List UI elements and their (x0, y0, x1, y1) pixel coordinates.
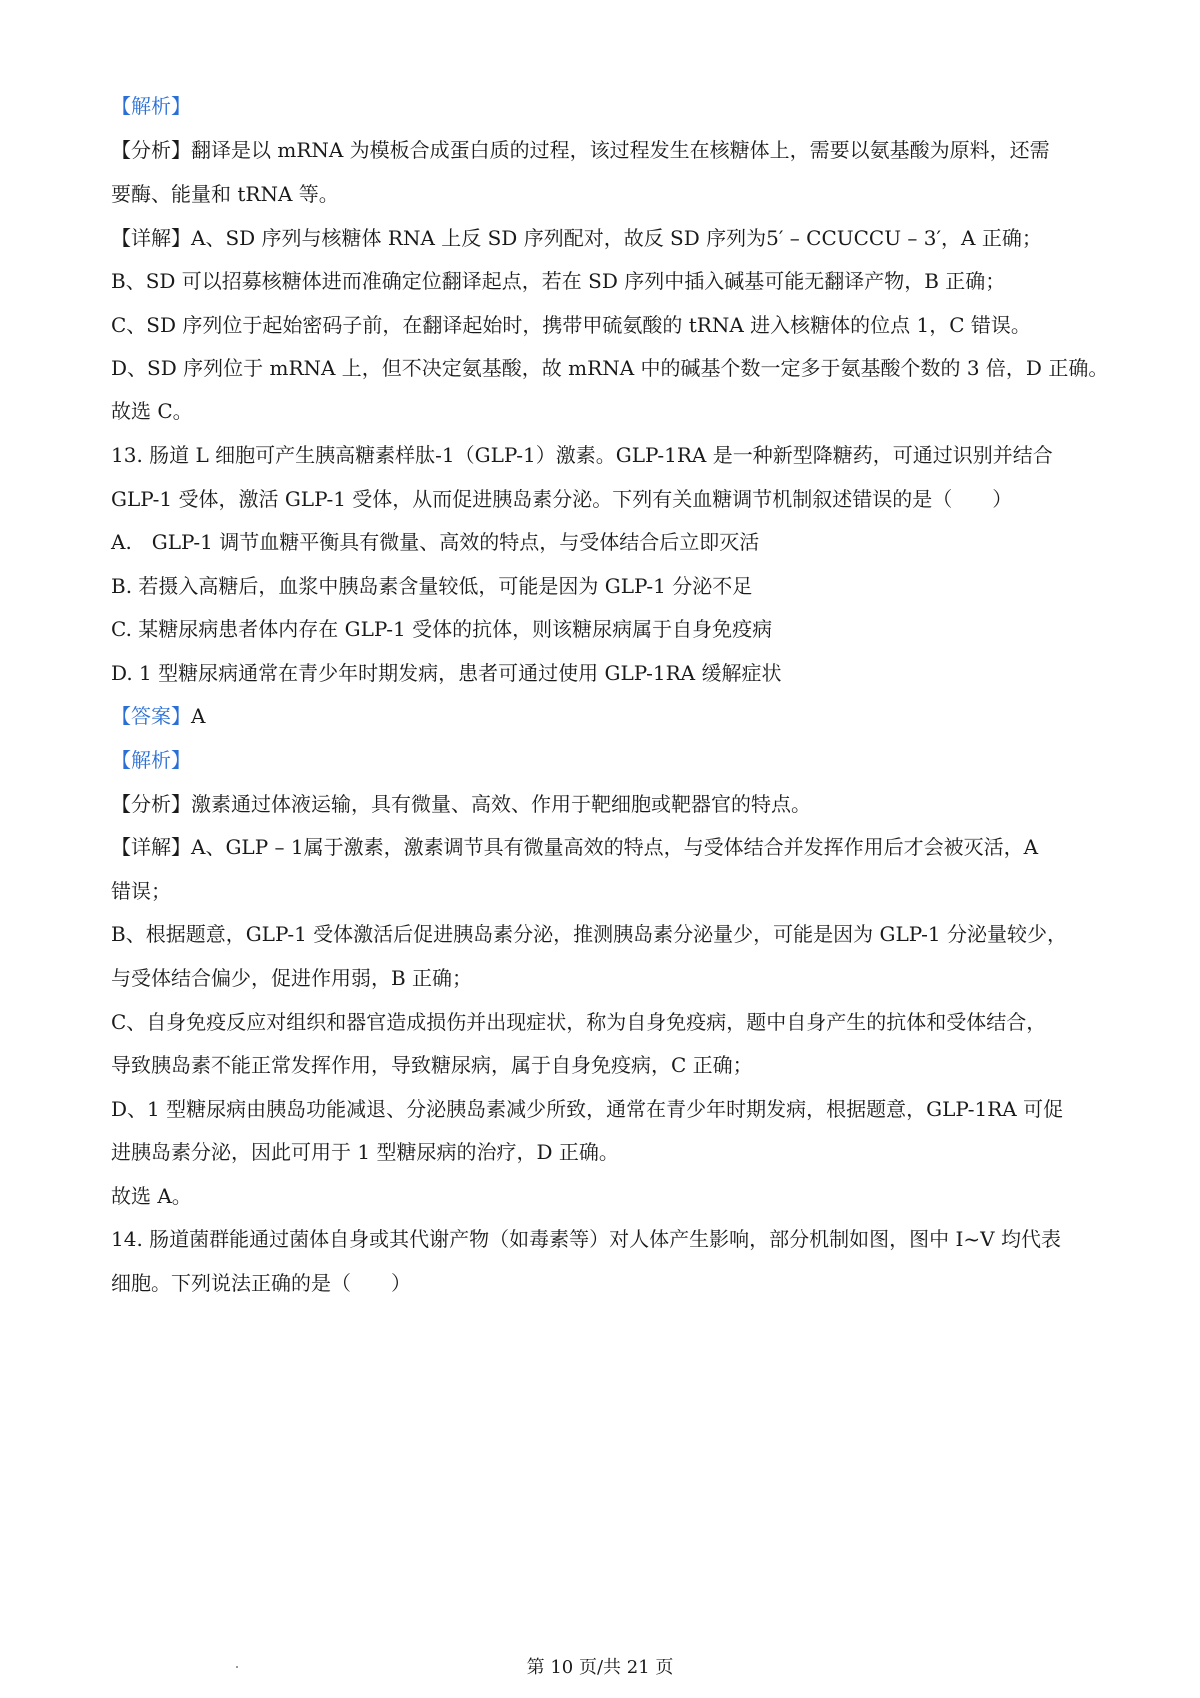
q13-fenxi: 【分析】激素通过体液运输，具有微量、高效、作用于靶细胞或靶器官的特点。 (111, 792, 811, 816)
q13-option-d: D. 1 型糖尿病通常在青少年时期发病，患者可通过使用 GLP-1RA 缓解症状 (111, 661, 782, 685)
q12-analysis-heading: 【解析】 (111, 94, 191, 118)
q13-xiangjie-c2: 导致胰岛素不能正常发挥作用，导致糖尿病，属于自身免疫病，C 正确； (111, 1053, 753, 1077)
q12-xiangjie-a: 【详解】A、SD 序列与核糖体 RNA 上反 SD 序列配对，故反 SD 序列为5′ – CCUCCU – 3′，A 正确； (111, 226, 1042, 250)
q12-fenxi-line2: 要酶、能量和 tRNA 等。 (111, 182, 339, 206)
q13-xiangjie-a2: 错误； (111, 879, 171, 903)
q12-xiangjie-d: D、SD 序列位于 mRNA 上，但不决定氨基酸，故 mRNA 中的碱基个数一定多于氨基酸个数的 3 倍，D 正确。 (111, 356, 1109, 380)
q13-analysis-heading: 【解析】 (111, 748, 191, 772)
q13-xiangjie-b1: B、根据题意，GLP-1 受体激活后促进胰岛素分泌，推测胰岛素分泌量少，可能是因为 GLP-1 分泌量较少， (111, 922, 1067, 946)
q12-xiangjie-c: C、SD 序列位于起始密码子前，在翻译起始时，携带甲硫氨酸的 tRNA 进入核糖体的位点 1，C 错误。 (111, 313, 1031, 337)
q13-option-c: C. 某糖尿病患者体内存在 GLP-1 受体的抗体，则该糖尿病属于自身免疫病 (111, 617, 773, 641)
q13-xiangjie-a1: 【详解】A、GLP – 1属于激素，激素调节具有微量高效的特点，与受体结合并发挥作用后才会被灭活，A (111, 835, 1039, 859)
page-footer: 第 10 页/共 21 页 (526, 1657, 674, 1678)
q13-option-a: A. GLP-1 调节血糖平衡具有微量、高效的特点，与受体结合后立即灭活 (111, 530, 760, 554)
q13-answer-value: A (191, 704, 206, 728)
q12-conclusion: 故选 C。 (111, 399, 193, 423)
q12-xiangjie-b: B、SD 可以招募核糖体进而准确定位翻译起点，若在 SD 序列中插入碱基可能无翻译产物，B 正确； (111, 269, 1006, 293)
q13-xiangjie-d1: D、1 型糖尿病由胰岛功能减退、分泌胰岛素减少所致，通常在青少年时期发病，根据题意，GLP-1RA 可促 (111, 1097, 1064, 1121)
q13-answer-heading: 【答案】 (111, 704, 191, 728)
q13-stem-line1: 13. 肠道 L 细胞可产生胰高糖素样肽-1（GLP-1）激素。GLP-1RA 是一种新型降糖药，可通过识别并结合 (111, 443, 1053, 467)
q13-stem-line2: GLP-1 受体，激活 GLP-1 受体，从而促进胰岛素分泌。下列有关血糖调节机制叙述错误的是（ ） (111, 487, 1013, 511)
q13-option-b: B. 若摄入高糖后，血浆中胰岛素含量较低，可能是因为 GLP-1 分泌不足 (111, 574, 753, 598)
q14-stem-line1: 14. 肠道菌群能通过菌体自身或其代谢产物（如毒素等）对人体产生影响，部分机制如图，图中 I~V 均代表 (111, 1227, 1061, 1251)
q12-fenxi-line1: 【分析】翻译是以 mRNA 为模板合成蛋白质的过程，该过程发生在核糖体上，需要以氨基酸为原料，还需 (111, 138, 1050, 162)
q13-xiangjie-d2: 进胰岛素分泌，因此可用于 1 型糖尿病的治疗，D 正确。 (111, 1140, 619, 1164)
q14-stem-line2: 细胞。下列说法正确的是（ ） (111, 1271, 411, 1295)
q13-answer (111, 702, 1111, 730)
q13-conclusion: 故选 A。 (111, 1184, 192, 1208)
q13-xiangjie-b2: 与受体结合偏少，促进作用弱，B 正确； (111, 966, 473, 990)
q13-xiangjie-c1: C、自身免疫反应对组织和器官造成损伤并出现症状，称为自身免疫病，题中自身产生的抗体和受体结合， (111, 1010, 1047, 1034)
